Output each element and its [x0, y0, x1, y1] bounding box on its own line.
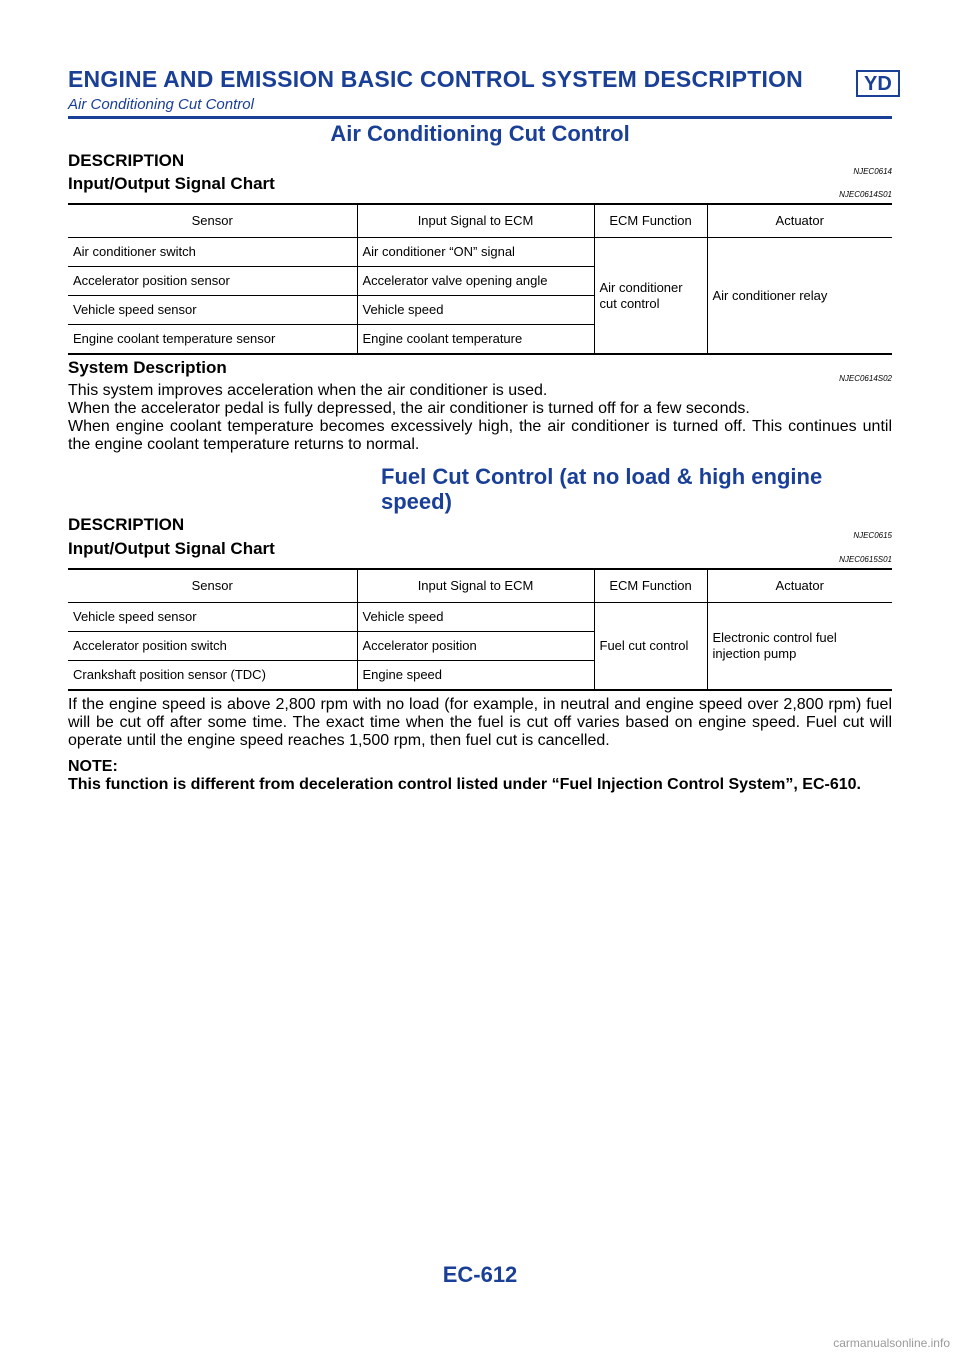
actuator-cell: Electronic control fuel injection pump [707, 603, 892, 691]
col-header-ecm-function: ECM Function [594, 204, 707, 238]
col-header-input-signal: Input Signal to ECM [357, 204, 594, 238]
description-ref-code: NJEC0615 [853, 531, 892, 540]
actuator-cell: Air conditioner relay [707, 238, 892, 355]
signal-cell: Engine speed [357, 661, 594, 691]
col-header-sensor: Sensor [68, 569, 357, 603]
section-title-fuel-cut: Fuel Cut Control (at no load & high engine speed) [381, 464, 823, 514]
sensor-cell: Engine coolant temperature sensor [68, 325, 357, 355]
header-divider [68, 116, 892, 119]
paragraph: This system improves acceleration when the air conditioner is used. [68, 382, 548, 399]
signal-cell: Vehicle speed [357, 603, 594, 632]
signal-cell: Accelerator valve opening angle [357, 267, 594, 296]
system-description-text [68, 382, 892, 454]
table-row [68, 238, 892, 267]
engine-badge: YD [856, 70, 900, 97]
col-header-input-signal: Input Signal to ECM [357, 569, 594, 603]
watermark-link[interactable]: carmanualsonline.info [833, 1336, 950, 1350]
system-description-heading: System Description [68, 358, 227, 377]
paragraph: If the engine speed is above 2,800 rpm with no load (for example, in neutral and engine speed over 2,800 rpm) fuel will be cut off after some time. The exact time when the fuel is cut off varies based on engine speed. Fuel cut will operate until the engine speed reaches 1,500 rpm, then fuel cut is cancelled. [68, 696, 892, 749]
chart-heading: Input/Output Signal Chart [68, 539, 275, 558]
table-header-row [68, 204, 892, 238]
table-row [68, 603, 892, 632]
header-title: ENGINE AND EMISSION BASIC CONTROL SYSTEM DESCRIPTION [68, 66, 803, 92]
sensor-cell: Air conditioner switch [68, 238, 357, 267]
signal-cell: Air conditioner “ON” signal [357, 238, 594, 267]
col-header-ecm-function: ECM Function [594, 569, 707, 603]
table-header-row [68, 569, 892, 603]
ecm-function-cell: Air conditioner cut control [594, 238, 707, 355]
signal-cell: Engine coolant temperature [357, 325, 594, 355]
col-header-actuator: Actuator [707, 569, 892, 603]
signal-chart-table-2 [68, 568, 892, 691]
system-description-ref-code: NJEC0614S02 [839, 374, 892, 383]
paragraph: When engine coolant temperature becomes excessively high, the air conditioner is turned off. This continues until the engine coolant temperature returns to normal. [68, 418, 892, 453]
sensor-cell: Accelerator position sensor [68, 267, 357, 296]
description-heading: DESCRIPTION [68, 151, 185, 170]
col-header-sensor: Sensor [68, 204, 357, 238]
col-header-actuator: Actuator [707, 204, 892, 238]
chart-ref-code: NJEC0614S01 [839, 190, 892, 199]
paragraph: When the accelerator pedal is fully depressed, the air conditioner is turned off for a few seconds. [68, 400, 750, 417]
description-heading: DESCRIPTION [68, 515, 185, 534]
sensor-cell: Accelerator position switch [68, 632, 357, 661]
fuel-cut-body-text [68, 696, 892, 750]
section-title-ac-cut: Air Conditioning Cut Control [330, 121, 630, 146]
sensor-cell: Crankshaft position sensor (TDC) [68, 661, 357, 691]
sensor-cell: Vehicle speed sensor [68, 296, 357, 325]
ecm-function-cell: Fuel cut control [594, 603, 707, 691]
header-subtitle: Air Conditioning Cut Control [68, 96, 254, 113]
chart-heading: Input/Output Signal Chart [68, 174, 275, 193]
description-ref-code: NJEC0614 [853, 167, 892, 176]
note-label: NOTE: [68, 758, 118, 775]
signal-chart-table-1 [68, 203, 892, 355]
signal-cell: Accelerator position [357, 632, 594, 661]
sensor-cell: Vehicle speed sensor [68, 603, 357, 632]
page-number: EC-612 [442, 1262, 518, 1287]
chart-ref-code: NJEC0615S01 [839, 555, 892, 564]
note-block [68, 758, 892, 794]
signal-cell: Vehicle speed [357, 296, 594, 325]
note-text: This function is different from deceleration control listed under “Fuel Injection Control System”, EC-610. [68, 776, 861, 793]
